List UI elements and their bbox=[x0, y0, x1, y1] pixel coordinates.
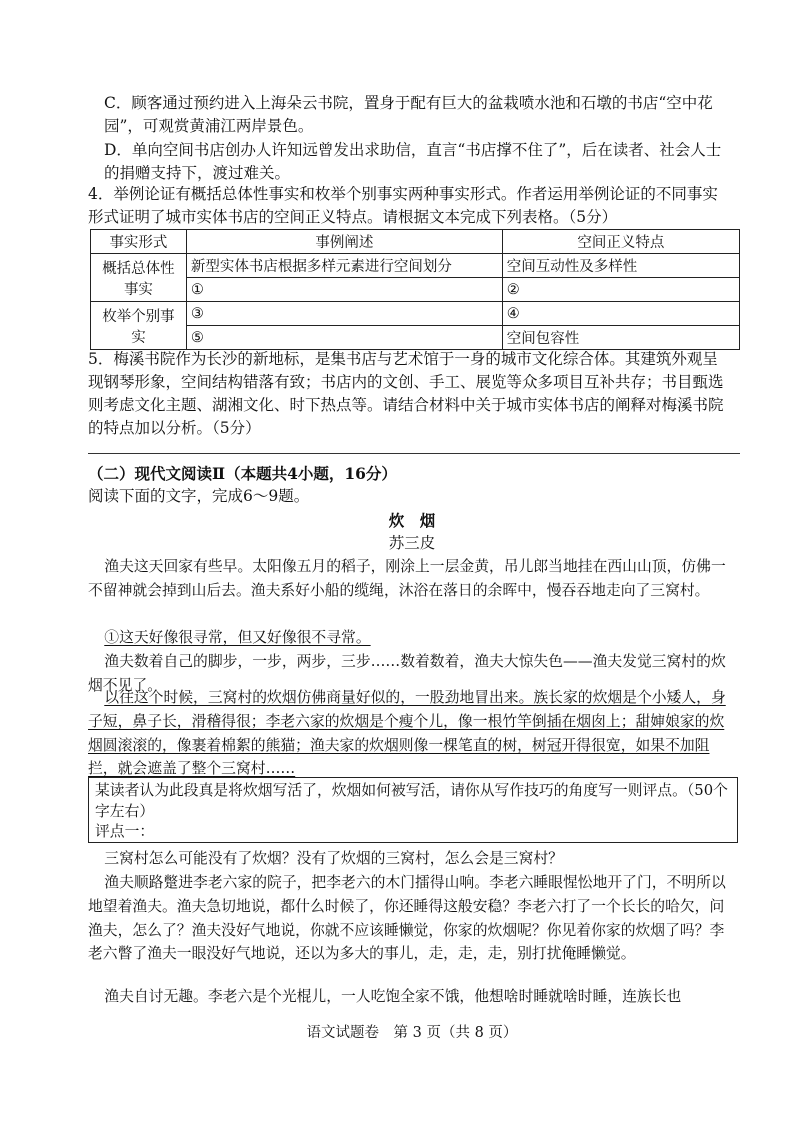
annotation-prompt: 某读者认为此段真是将炊烟写活了，炊烟如何被写活，请你从写作技巧的角度写一则评点。（50个字左右） bbox=[95, 782, 728, 820]
table-row bbox=[91, 254, 740, 278]
table-row bbox=[91, 278, 740, 302]
story-paragraph-underlined: ①这天好像很寻常，但又好像很不寻常。 bbox=[104, 629, 371, 646]
table-header: 空间正义特点 bbox=[502, 230, 739, 254]
annotation-answer-label: 评点一： bbox=[95, 823, 155, 840]
story-author: 苏三皮 bbox=[388, 534, 436, 552]
table-cell: ⑤ bbox=[186, 326, 502, 350]
section-instruction: 阅读下面的文字，完成6～9题。 bbox=[88, 487, 310, 505]
table-cell: 新型实体书店根据多样元素进行空间划分 bbox=[186, 254, 502, 278]
table-header-row bbox=[91, 230, 740, 254]
option-c: C．顾客通过预约进入上海朵云书院，置身于配有巨大的盆栽喷水池和石墩的书店“空中花园”，可观赏黄浦江两岸景色。 bbox=[104, 94, 713, 135]
story-paragraph: 渔夫自讨无趣。李老六是个光棍儿，一人吃饱全家不饿，他想啥时睡就啥时睡，连族长也 bbox=[104, 988, 682, 1005]
row-group-label: 枚举个别事实 bbox=[91, 302, 187, 350]
option-d: D．单向空间书店创办人许知远曾发出求助信，直言“书店撑不住了”，后在读者、社会人士的捐赠支持下，渡过难关。 bbox=[104, 141, 722, 182]
story-paragraph: 渔夫顺路蹩进李老六家的院子，把李老六的木门擂得山响。李老六睡眼惺忪地开了门，不明所以地望着渔夫。渔夫急切地说，都什么时候了，你还睡得这般安稳？李老六打了一个长长的哈欠，问渔夫，怎么了？渔夫没好气地说，你就不应该睡懒觉，你家的炊烟呢？你见着你家的炊烟了吗？李老六瞥了渔夫一眼没好气地说，还以为多大的事儿，走，走，走，别打扰俺睡懒觉。 bbox=[88, 874, 726, 963]
question-4: 4．举例论证有概括总体性事实和枚举个别事实两种事实形式。作者运用举例论证的不同事实形式证明了城市实体书店的空间正义特点。请根据文本完成下列表格。（5分） bbox=[88, 185, 718, 226]
table-row bbox=[91, 326, 740, 350]
story-paragraph-underlined: 以往这个时候，三窝村的炊烟仿佛商量好似的，一股劲地冒出来。族长家的炊烟是个小矮人，身子短，鼻子长，滑稽得很；李老六家的炊烟是个瘦个儿，像一根竹竿倒插在烟囱上；甜婶娘家的炊烟圆滚滚的，像裹着棉絮的熊猫；渔夫家的炊烟则像一棵笔直的树，树冠开得很宽，如果不加阻拦，就会遮盖了整个三窝村…… bbox=[88, 689, 726, 778]
table-row bbox=[91, 302, 740, 326]
question-5: 5．梅溪书院作为长沙的新地标，是集书店与艺术馆于一身的城市文化综合体。其建筑外观呈现钢琴形象，空间结构错落有致；书店内的文创、手工、展览等众多项目互补共存；书目甄选则考虑文化主题、湖湘文化、时下热点等。请结合材料中关于城市实体书店的阐释对梅溪书院的特点加以分析。（5分） bbox=[88, 350, 724, 437]
story-paragraph: 三窝村怎么可能没有了炊烟？没有了炊烟的三窝村，怎么会是三窝村？ bbox=[104, 850, 563, 867]
table-cell: ③ bbox=[186, 302, 502, 326]
table-cell: ① bbox=[186, 278, 502, 302]
fact-table bbox=[90, 229, 740, 350]
section-divider bbox=[88, 453, 740, 454]
story-paragraph: 渔夫这天回家有些早。太阳像五月的稻子，刚涂上一层金黄，吊儿郎当地挂在西山山顶，仿佛一不留神就会掉到山后去。渔夫系好小船的缆绳，沐浴在落日的余晖中，慢吞吞地走向了三窝村。 bbox=[88, 558, 726, 599]
annotation-box bbox=[88, 777, 738, 843]
table-cell: ④ bbox=[502, 302, 739, 326]
table-cell: ② bbox=[502, 278, 739, 302]
table-cell: 空间包容性 bbox=[502, 326, 739, 350]
section-heading: （二）现代文阅读Ⅱ（本题共4小题，16分） bbox=[88, 464, 397, 483]
story-paragraph: 渔夫数着自己的脚步，一步，两步，三步……数着数着，渔夫大惊失色——渔夫发觉三窝村的炊烟不见了。 bbox=[88, 653, 726, 694]
row-group-label: 概括总体性事实 bbox=[91, 254, 187, 302]
table-header: 事例阐述 bbox=[186, 230, 502, 254]
table-header: 事实形式 bbox=[91, 230, 187, 254]
story-title: 炊 烟 bbox=[388, 511, 436, 530]
page-footer: 语文试题卷 第 3 页（共 8 页） bbox=[306, 1025, 518, 1041]
table-cell: 空间互动性及多样性 bbox=[502, 254, 739, 278]
